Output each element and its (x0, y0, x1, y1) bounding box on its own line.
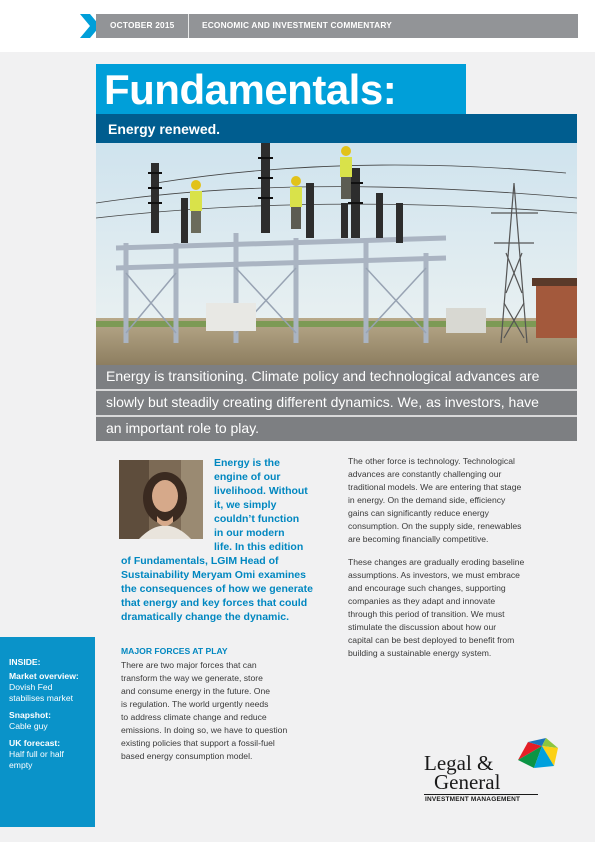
intro-line: that energy and key forces that could (121, 597, 308, 609)
body-line: emissions. In doing so, we have to question (121, 725, 288, 735)
intro-line: it, we simply (214, 499, 277, 511)
body-line: These changes are gradually eroding baseline (348, 557, 525, 567)
body-line: and consume energy in the future. One (121, 686, 271, 696)
intro-line: couldn’t function (214, 513, 300, 525)
intro-line: engine of our (214, 471, 281, 483)
body-line: The other force is technology. Technological (348, 456, 515, 466)
body-line: transform the way we generate, store (121, 673, 263, 683)
body-line: to address climate change and reduce (121, 712, 267, 722)
date-divider (188, 14, 189, 38)
standfirst-text: Energy is transitioning. Climate policy and technological advances are (106, 368, 540, 384)
sidebar-item-snapshot: Snapshot: (9, 710, 52, 720)
section-heading: MAJOR FORCES AT PLAY (121, 646, 228, 656)
standfirst-line-1 (96, 365, 577, 389)
logo-text-line-1: Legal & (424, 751, 494, 775)
body-line: assumptions. As investors, we must embrace (348, 570, 520, 580)
issue-date: OCTOBER 2015 (110, 20, 175, 30)
title-box (96, 64, 466, 114)
body-line: existing policies that support a fossil-fuel (121, 738, 275, 748)
subtitle-bar (96, 114, 577, 143)
legal-general-logo (420, 738, 565, 802)
intro-line: the consequences of how we generate (121, 583, 313, 595)
body-line: based energy consumption model. (121, 751, 253, 761)
logo-text-line-2: General (434, 770, 501, 794)
sidebar-item-uk-forecast: UK forecast: (9, 738, 61, 748)
standfirst-line-2 (96, 391, 577, 415)
body-line: is regulation. The world urgently needs (121, 699, 269, 709)
body-line: There are two major forces that can (121, 660, 257, 670)
inside-sidebar (0, 637, 95, 827)
logo-rule (424, 794, 538, 795)
hero-photo-substation (96, 143, 577, 365)
body-line: are becoming financially competitive. (348, 534, 489, 544)
standfirst-text: slowly but steadily creating different dynamics. We, as investors, have (106, 394, 539, 410)
standfirst-line-3 (96, 417, 577, 441)
sidebar-item-text: empty (9, 760, 33, 770)
sidebar-item-market-overview: Market overview: (9, 671, 79, 681)
body-line: and encourage such changes, supporting (348, 583, 506, 593)
logo-tagline: INVESTMENT MANAGEMENT (425, 796, 521, 803)
sidebar-item-text: Cable guy (9, 721, 48, 731)
intro-line: livelihood. Without (214, 485, 308, 497)
body-line: stimulate the discussion about how our (348, 622, 497, 632)
date-band (96, 14, 578, 38)
sidebar-item-text: Dovish Fed (9, 682, 53, 692)
body-line: consumption. On the supply side, renewables (348, 521, 522, 531)
body-line: traditional models. We are entering that stage (348, 482, 522, 492)
body-line: through this period of transition. We must (348, 609, 505, 619)
intro-line: Sustainability Meryam Omi examines (121, 569, 306, 581)
author-portrait (119, 460, 203, 539)
umbrella-logo-icon (514, 738, 560, 778)
body-line: capital can be best deployed to benefit from (348, 635, 515, 645)
intro-line: dramatically change the dynamic. (121, 611, 290, 623)
page-title: Fundamentals: (104, 66, 397, 113)
body-line: advances are constantly challenging our (348, 469, 502, 479)
sidebar-heading: INSIDE: (9, 657, 41, 667)
intro-line: life. In this edition (214, 541, 304, 553)
intro-line: Energy is the (214, 457, 280, 469)
standfirst-text: an important role to play. (106, 420, 260, 436)
page-subtitle: Energy renewed. (108, 121, 221, 137)
sidebar-item-text: stabilises market (9, 693, 73, 703)
body-line: companies as they adapt and innovate (348, 596, 496, 606)
body-line: in energy. On the demand side, efficiency (348, 495, 506, 505)
section-label: ECONOMIC AND INVESTMENT COMMENTARY (202, 20, 392, 30)
body-line: building a sustainable energy system. (348, 648, 492, 658)
intro-line: in our modern (214, 527, 285, 539)
body-line: gains can significantly reduce energy (348, 508, 489, 518)
sidebar-item-text: Half full or half (9, 749, 64, 759)
intro-line: of Fundamentals, LGIM Head of (121, 555, 279, 567)
